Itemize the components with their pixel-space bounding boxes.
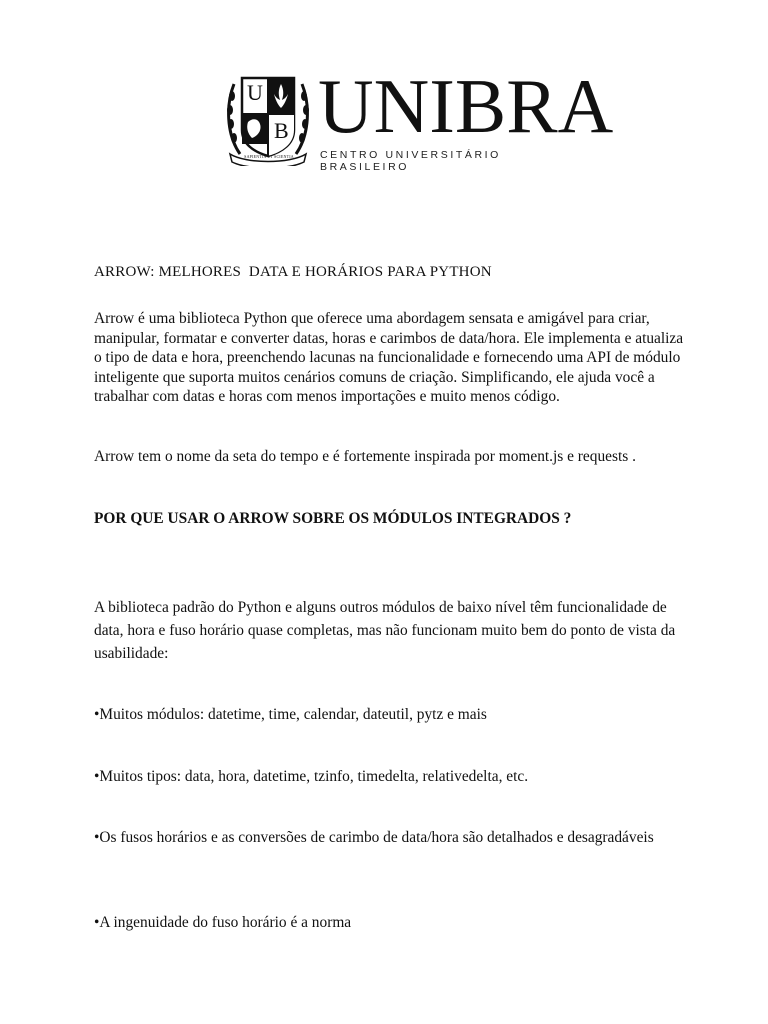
bullet-item: •A ingenuidade do fuso horário é a norma bbox=[94, 914, 352, 931]
bullet-item: •Os fusos horários e as conversões de carimbo de data/hora são detalhados e desagradáveis bbox=[94, 829, 654, 846]
seal-letter-u: U bbox=[247, 80, 263, 105]
seal-motto: SAPIENTIA ET SCIENTIA bbox=[244, 154, 294, 159]
brand-subtitle: CENTRO UNIVERSITÁRIO BRASILEIRO bbox=[320, 149, 501, 173]
bullet-item: •Muitos módulos: datetime, time, calendar, dateutil, pytz e mais bbox=[94, 706, 487, 723]
paragraph-origin: Arrow tem o nome da seta do tempo e é fortemente inspirada por moment.js e requests . bbox=[94, 448, 636, 465]
section-title: POR QUE USAR O ARROW SOBRE OS MÓDULOS INTEGRADOS ? bbox=[94, 510, 572, 527]
document-title: ARROW: MELHORES DATA E HORÁRIOS PARA PYTHON bbox=[94, 264, 492, 280]
bullet-item: •Muitos tipos: data, hora, datetime, tzinfo, timedelta, relativedelta, etc. bbox=[94, 768, 529, 785]
paragraph-intro: Arrow é uma biblioteca Python que oferece uma abordagem sensata e amigável para criar, manipular, formatar e converter datas, horas e carimbos de data/hora. Ele implementa e atualiza o tipo de data e hora, preenchendo lacunas na funcionalidade e fornecendo uma API de módulo inteligente que suporta muitos cenários comuns de criação. Simplificando, ele ajuda você a trabalhar com datas e horas com menos importações e muito menos código. bbox=[94, 310, 684, 406]
seal-letter-b: B bbox=[274, 118, 289, 143]
brand-name: UNIBRA bbox=[318, 63, 614, 149]
crest-icon bbox=[226, 74, 310, 166]
paragraph-stdlib: A biblioteca padrão do Python e alguns outros módulos de baixo nível têm funcionalidade de data, hora e fuso horário quase completas, mas não funcionam muito bem do ponto de vista da usabilidade: bbox=[94, 599, 676, 662]
unibra-logo bbox=[226, 63, 614, 173]
